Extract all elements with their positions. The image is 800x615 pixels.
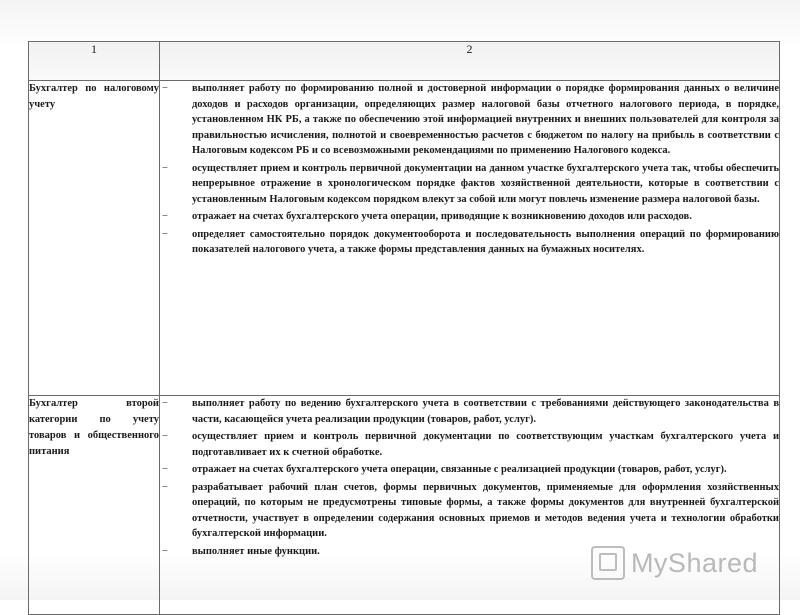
- duty-list: [160, 81, 779, 258]
- position-title: Бухгалтер второй категории по учету товаров и общественного питания: [29, 398, 159, 457]
- duty-text: осуществляет прием и контроль первичной документации на данном участке бухгалтерского учета так, чтобы обеспечить непрерывное отражение в хронологическом порядке фактов хозяйственной деятельности, которые в соответствии с установленным Налоговым кодексом порядком влекут за собой или могут повлечь изменение размера налоговой базы.: [192, 162, 779, 205]
- position-cell: [29, 396, 160, 615]
- dash-bullet-icon: −: [162, 398, 168, 409]
- dash-bullet-icon: −: [162, 431, 168, 442]
- dash-bullet-icon: −: [162, 464, 168, 475]
- column-number-1: 1: [29, 42, 160, 81]
- duty-list: [160, 396, 779, 559]
- myshared-logo-icon: [591, 546, 625, 580]
- dash-bullet-icon: −: [162, 162, 168, 174]
- duties-table: [28, 41, 780, 615]
- duty-text: определяет самостоятельно порядок документооборота и последовательность выполнения операций по формированию показателей налогового учета, а также формы представления данных на бумажных носителях.: [192, 228, 779, 255]
- duty-item: [160, 480, 779, 542]
- duty-item: [160, 462, 779, 478]
- dash-bullet-icon: −: [162, 228, 168, 240]
- duty-text: отражает на счетах бухгалтерского учета операции, приводящие к возникновению доходов или расходов.: [192, 211, 692, 222]
- myshared-watermark: [591, 546, 758, 580]
- duties-cell: [160, 81, 780, 396]
- duty-text: осуществляет прием и контроль первичной документации по соответствующим участкам бухгалтерского учета и подготавливает их к счетной обработке.: [192, 431, 779, 458]
- watermark-text: MyShared: [630, 547, 758, 578]
- duty-text: выполняет работу по ведению бухгалтерского учета в соответствии с требованиями действующего законодательства в части, касающейся учета реализации продукции (товаров, работ, услуг).: [192, 398, 779, 425]
- dash-bullet-icon: −: [162, 481, 168, 493]
- dash-bullet-icon: −: [162, 83, 168, 94]
- position-cell: [29, 81, 160, 396]
- table-row: [29, 81, 780, 396]
- duty-item: [160, 161, 779, 208]
- duty-item: [160, 209, 779, 225]
- duty-text: разрабатывает рабочий план счетов, формы первичных документов, применяемые для оформления хозяйственных операций, по которым не предусмотрены типовые формы, а также формы документов для внутренней бухгалтерской отчетности, участвует в определении содержания основных приемов и методов ведения учета и технологии обработки бухгалтерской информации.: [192, 481, 779, 539]
- duty-text: отражает на счетах бухгалтерского учета операции, связанные с реализацией продукции (товаров, работ, услуг).: [192, 464, 727, 475]
- header-row: [29, 42, 780, 81]
- dash-bullet-icon: −: [162, 545, 168, 557]
- dash-bullet-icon: −: [162, 211, 168, 222]
- duty-item: [160, 429, 779, 460]
- duty-text: выполняет работу по формированию полной и достоверной информации о порядке формирования данных о величине доходов и расходов организации, определяющих размер налоговой базы отчетного налогового периода, в порядке, установленном НК РБ, а также по обеспечению этой информацией внутренних и внешних пользователей для контроля за правильностью исчисления, полнотой и своевременностью расчетов с бюджетом по налогу на прибыль в соответствии с Налоговым кодексом РБ и со всевозможными рекомендациями по применению Налогового кодекса.: [192, 83, 779, 156]
- column-number-2: 2: [160, 42, 780, 81]
- duty-item: [160, 81, 779, 159]
- duty-item: [160, 396, 779, 427]
- duties-cell: [160, 396, 780, 615]
- position-title: Бухгалтер по налоговому учету: [29, 83, 159, 110]
- duty-item: [160, 227, 779, 258]
- table-row: [29, 396, 780, 615]
- duty-text: выполняет иные функции.: [192, 545, 320, 557]
